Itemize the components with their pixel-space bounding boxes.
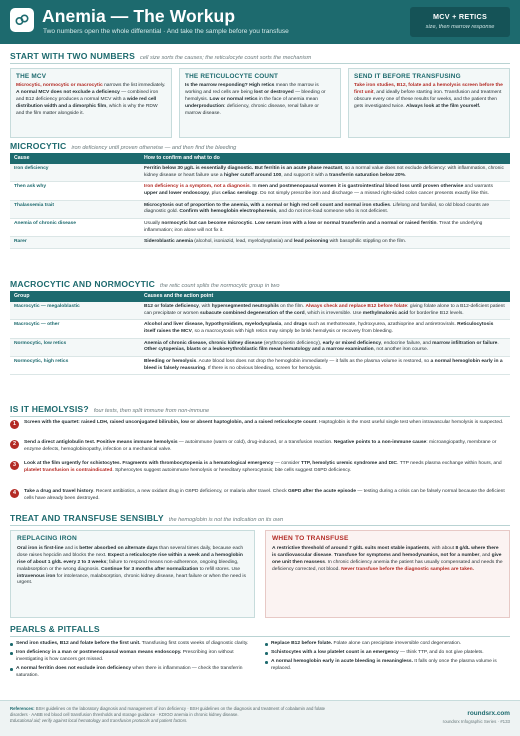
box-text: A restrictive threshold of around 7 g/dL suits most stable inpatients, with about 8 g/dL where there is cardiovascular disease. Transfuse for symptoms and hemodynamics, not for a number, and give one unit then reassess. In chronic deficiency anemia the patient has usually compensated and needs the deficiency corrected, not blood. Never transfuse before the diagnostic samples are taken. — [272, 545, 503, 572]
header-badge — [410, 7, 510, 37]
column-header-causes: Causes and the action point — [140, 291, 510, 302]
row-label: Iron deficiency — [10, 164, 140, 182]
step-text: Send a direct antiglobulin test. Positive means immune hemolysis — autoimmune (warm or cold), drug-induced, or a transfusion reaction. Negative points to a non-immune cause: microangiopathy, membrane or enzyme defects, hemoglobinopathy, infection or a mechanical valve. — [24, 440, 497, 452]
step-number: 4 — [10, 489, 19, 498]
table-header-row — [10, 153, 510, 164]
brand-block — [443, 710, 510, 725]
row-detail: Alcohol and liver disease, hypothyroidism, myelodysplasia, and drugs such as methotrexate, hydroxyurea, azathioprine and antiretrovirals. Reticulocytosis itself raises the MCV, so a macrocytosis with high retics may simply be brisk hemolysis or recovery from bleeding. — [140, 320, 510, 338]
logo-glyph — [14, 12, 30, 28]
step-text: Look at the film urgently for schistocytes. Fragments with thrombocytopenia is a hematological emergency — consider TTP, hemolytic uremic syndrome and DIC. TTP needs plasma exchange within hours, and platelet transfusion is contraindicated. Spherocytes suggest autoimmune hemolysis or hereditary spherocytosis; bite cells suggest G6PD deficiency. — [24, 461, 502, 473]
section-subtitle: cell size sorts the causes; the reticulocyte count sorts the mechanism — [140, 55, 312, 61]
box-text: Microcytic, normocytic or macrocytic narrows the list immediately. A normal MCV does not exclude a deficiency — combined iron and B12 deficiency produces a normal MCV with a wide red cell distribution width and a dimorphic film, which is why the RDW and the film matter alongside it. — [16, 83, 166, 116]
row-label: Normocytic, high retics — [10, 356, 140, 374]
row-detail: Anemia of chronic disease, chronic kidney disease (erythropoietin deficiency), early or mixed deficiency, endocrine failure, and marrow infiltration or failure. Other cytopenias, blasts or a leukoerythroblastic film mean hematology and a marrow examination, not another iron course. — [140, 338, 510, 356]
table-row — [10, 320, 510, 338]
section-hemolysis-heading — [10, 404, 510, 415]
table-header-row — [10, 291, 510, 302]
section-title: START WITH TWO NUMBERS — [10, 51, 136, 61]
list-item: Schistocytes with a low platelet count is an emergency — think TTP, and do not give platelets. — [265, 650, 510, 657]
hemolysis-step — [10, 420, 510, 427]
section-title: MACROCYTIC AND NORMOCYTIC — [10, 279, 156, 289]
table-row — [10, 302, 510, 320]
pitfalls-list — [10, 641, 255, 680]
section-divider — [10, 63, 510, 64]
row-label: Macrocytic — megaloblastic — [10, 302, 140, 320]
pitfalls-left-column — [10, 641, 255, 682]
row-detail: Ferritin below 30 µg/L is essentially diagnostic. But ferritin is an acute phase reactant, so a normal value does not exclude deficiency: with inflammation, chronic kidney disease or heart failure use a higher cutoff around 100, and support it with a transferrin saturation below 20%. — [140, 164, 510, 182]
table-row — [10, 182, 510, 200]
send-box — [348, 68, 510, 138]
list-item: Send iron studies, B12 and folate before the first unit. Transfusing first costs weeks of diagnostic clarity. — [10, 641, 255, 648]
pitfalls-right-column — [265, 641, 510, 675]
step-text: Screen with the quartet: raised LDH, raised unconjugated bilirubin, low or absent haptoglobin, and a raised reticulocyte count. Haptoglobin is the most useful single test when intravascular hemolysis is suspected. — [24, 420, 504, 425]
box-text: Is the marrow responding? High retics mean the marrow is working and red cells are being lost or destroyed — bleeding or hemolysis. Low or normal retics in the face of anemia mean underproduction: deficiency, chronic disease, renal failure or marrow disease. — [185, 83, 326, 116]
list-item: Iron deficiency in a man or postmenopausal woman means endoscopy. Prescribing iron without investigating is how cancers get missed. — [10, 650, 255, 664]
row-label: Thalassemia trait — [10, 200, 140, 218]
section-pitfalls-heading — [10, 624, 510, 635]
section-title: MICROCYTIC — [10, 141, 67, 151]
macrocytic-table — [10, 291, 510, 375]
section-subtitle: four tests, then split immune from non-immune — [93, 408, 210, 414]
box-text: Oral iron is first-line and is better absorbed on alternate days than several times daily, because each dose raises hepcidin and blocks the next. Expect a reticulocyte rise within a week and a hemoglobin rise of about 1 g/dL every 2 to 3 weeks; failure to respond means non-adherence, ongoing bleeding, malabsorption or the wrong diagnosis. Continue for 3 months after normalization to refill stores. Use intravenous iron for intolerance, malabsorption, chronic kidney disease, heart failure or when the need is urgent. — [17, 545, 246, 586]
section-divider — [10, 416, 510, 417]
list-item: A normal hemoglobin early in acute bleeding is meaningless. It falls only once the plasma volume is replaced. — [265, 659, 510, 673]
table-row — [10, 237, 510, 249]
section-title: PEARLS & PITFALLS — [10, 624, 100, 634]
section-macrocytic-heading — [10, 279, 510, 290]
references — [10, 706, 410, 725]
mcv-box — [10, 68, 172, 138]
section-divider — [10, 525, 510, 526]
step-text: Take a drug and travel history. Recent antibiotics, a new oxidant drug in G6PD deficiency, or malaria after travel. Check G6PD after the acute episode — testing during a crisis can be falsely normal because the deficient cells have already been destroyed. — [24, 489, 505, 501]
page-title: Anemia — The Workup — [42, 6, 236, 26]
step-number: 2 — [10, 440, 19, 449]
row-detail: Usually normocytic but can become microcytic. Low serum iron with a low or normal transferrin and a normal or raised ferritin. Treat the underlying inflammation; iron alone will not fix it. — [140, 218, 510, 236]
section-start-heading — [10, 51, 510, 62]
box-title: REPLACING IRON — [17, 535, 77, 542]
row-label: Normocytic, low retics — [10, 338, 140, 356]
row-label: Rarer — [10, 237, 140, 249]
row-detail: Sideroblastic anemia (alcohol, isoniazid, lead, myelodysplasia) and lead poisoning with basophilic stippling on the film. — [140, 237, 510, 249]
row-detail: Bleeding or hemolysis. Acute blood loss does not drop the hemoglobin immediately — it falls as the plasma volume is restored, so a normal hemoglobin early in a bleed is falsely reassuring. If there is no obvious bleeding, screen for hemolysis. — [140, 356, 510, 374]
column-header-confirm: How to confirm and what to do — [140, 153, 510, 164]
row-detail: Microcytosis out of proportion to the anemia, with a normal or high red cell count and normal iron studies. Lifelong and familial, so old blood counts are diagnostic gold. Confirm with hemoglobin electrophoresis, and do not iron-load someone who is not deficient. — [140, 200, 510, 218]
box-text: Take iron studies, B12, folate and a hemolysis screen before the first unit, and ideally before starting iron. Transfusion and treatment obscure every one of these results for weeks, and the patient then gets investigated twice. Always look at the film yourself. — [354, 83, 503, 109]
box-title: THE RETICULOCYTE COUNT — [185, 73, 279, 80]
header-banner — [0, 0, 520, 44]
row-detail: Iron deficiency is a symptom, not a diagnosis. In men and postmenopausal women it is gastrointestinal blood loss until proven otherwise and warrants upper and lower endoscopy, plus celiac serology. Do not simply prescribe iron and discharge — a missed right-sided colon cancer presents exactly like this. — [140, 182, 510, 200]
disclaimer: Educational aid; verify against local hematology and transfusion protocols and patient factors. — [10, 718, 188, 724]
row-label: Then ask why — [10, 182, 140, 200]
section-title: IS IT HEMOLYSIS? — [10, 404, 89, 414]
section-microcytic-heading — [10, 141, 510, 152]
section-subtitle: the hemoglobin is not the indication on its own — [168, 517, 284, 523]
step-number: 3 — [10, 461, 19, 470]
microcytic-table — [10, 153, 510, 249]
table-row — [10, 356, 510, 374]
section-divider — [10, 636, 510, 637]
table-row — [10, 200, 510, 218]
column-header-group: Group — [10, 291, 140, 302]
step-number: 1 — [10, 420, 19, 429]
hemolysis-step — [10, 461, 510, 475]
box-title: THE MCV — [16, 73, 47, 80]
hemolysis-step — [10, 489, 510, 503]
row-label: Macrocytic — other — [10, 320, 140, 338]
section-title: TREAT AND TRANSFUSE SENSIBLY — [10, 513, 164, 523]
table-row — [10, 338, 510, 356]
hemolysis-step — [10, 440, 510, 454]
section-subtitle: the retic count splits the normocytic group in two — [160, 283, 280, 289]
retic-box — [179, 68, 341, 138]
footer — [0, 700, 520, 736]
references-line: References: BSH guidelines on the laboratory diagnosis and management of iron deficiency · BSH guidelines on the diagnosis and treatment of cobalamin and folate — [10, 706, 326, 711]
badge-subtitle: size, then marrow response — [425, 23, 495, 30]
badge-title: MCV + RETICS — [432, 12, 488, 21]
references-line: disorders · AABB red blood cell transfusion thresholds and storage guidance · KDIGO anemia in chronic kidney disease. — [10, 712, 239, 718]
section-subtitle: iron deficiency until proven otherwise — and then find the bleeding — [71, 145, 237, 151]
box-title: SEND IT BEFORE TRANSFUSING — [354, 73, 461, 80]
series-label: roundsrx Infographic Series · #133 — [442, 719, 510, 725]
table-row — [10, 218, 510, 236]
section-treat-heading — [10, 513, 510, 524]
when-to-transfuse-box — [265, 530, 510, 618]
list-item: A normal ferritin does not exclude iron deficiency when there is inflammation — check the transferrin saturation. — [10, 666, 255, 680]
blood-drop-icon — [10, 8, 34, 32]
table-row — [10, 164, 510, 182]
row-detail: B12 or folate deficiency, with hypersegmented neutrophils on the film. Always check and replace B12 before folate: giving folate alone to a B12-deficient patient can precipitate or worsen subacute combined degeneration of the cord, which is irreversible. Use methylmalonic acid for borderline B12 levels. — [140, 302, 510, 320]
brand-link[interactable]: roundsrx.com — [467, 710, 510, 717]
replacing-iron-box — [10, 530, 255, 618]
box-title: WHEN TO TRANSFUSE — [272, 535, 349, 542]
row-label: Anemia of chronic disease — [10, 218, 140, 236]
pitfalls-list — [265, 641, 510, 673]
column-header-cause: Cause — [10, 153, 140, 164]
page-subtitle: Two numbers open the whole differential · And take the sample before you transfuse — [43, 28, 289, 35]
list-item: Replace B12 before folate. Folate alone can precipitate irreversible cord degeneration. — [265, 641, 510, 648]
